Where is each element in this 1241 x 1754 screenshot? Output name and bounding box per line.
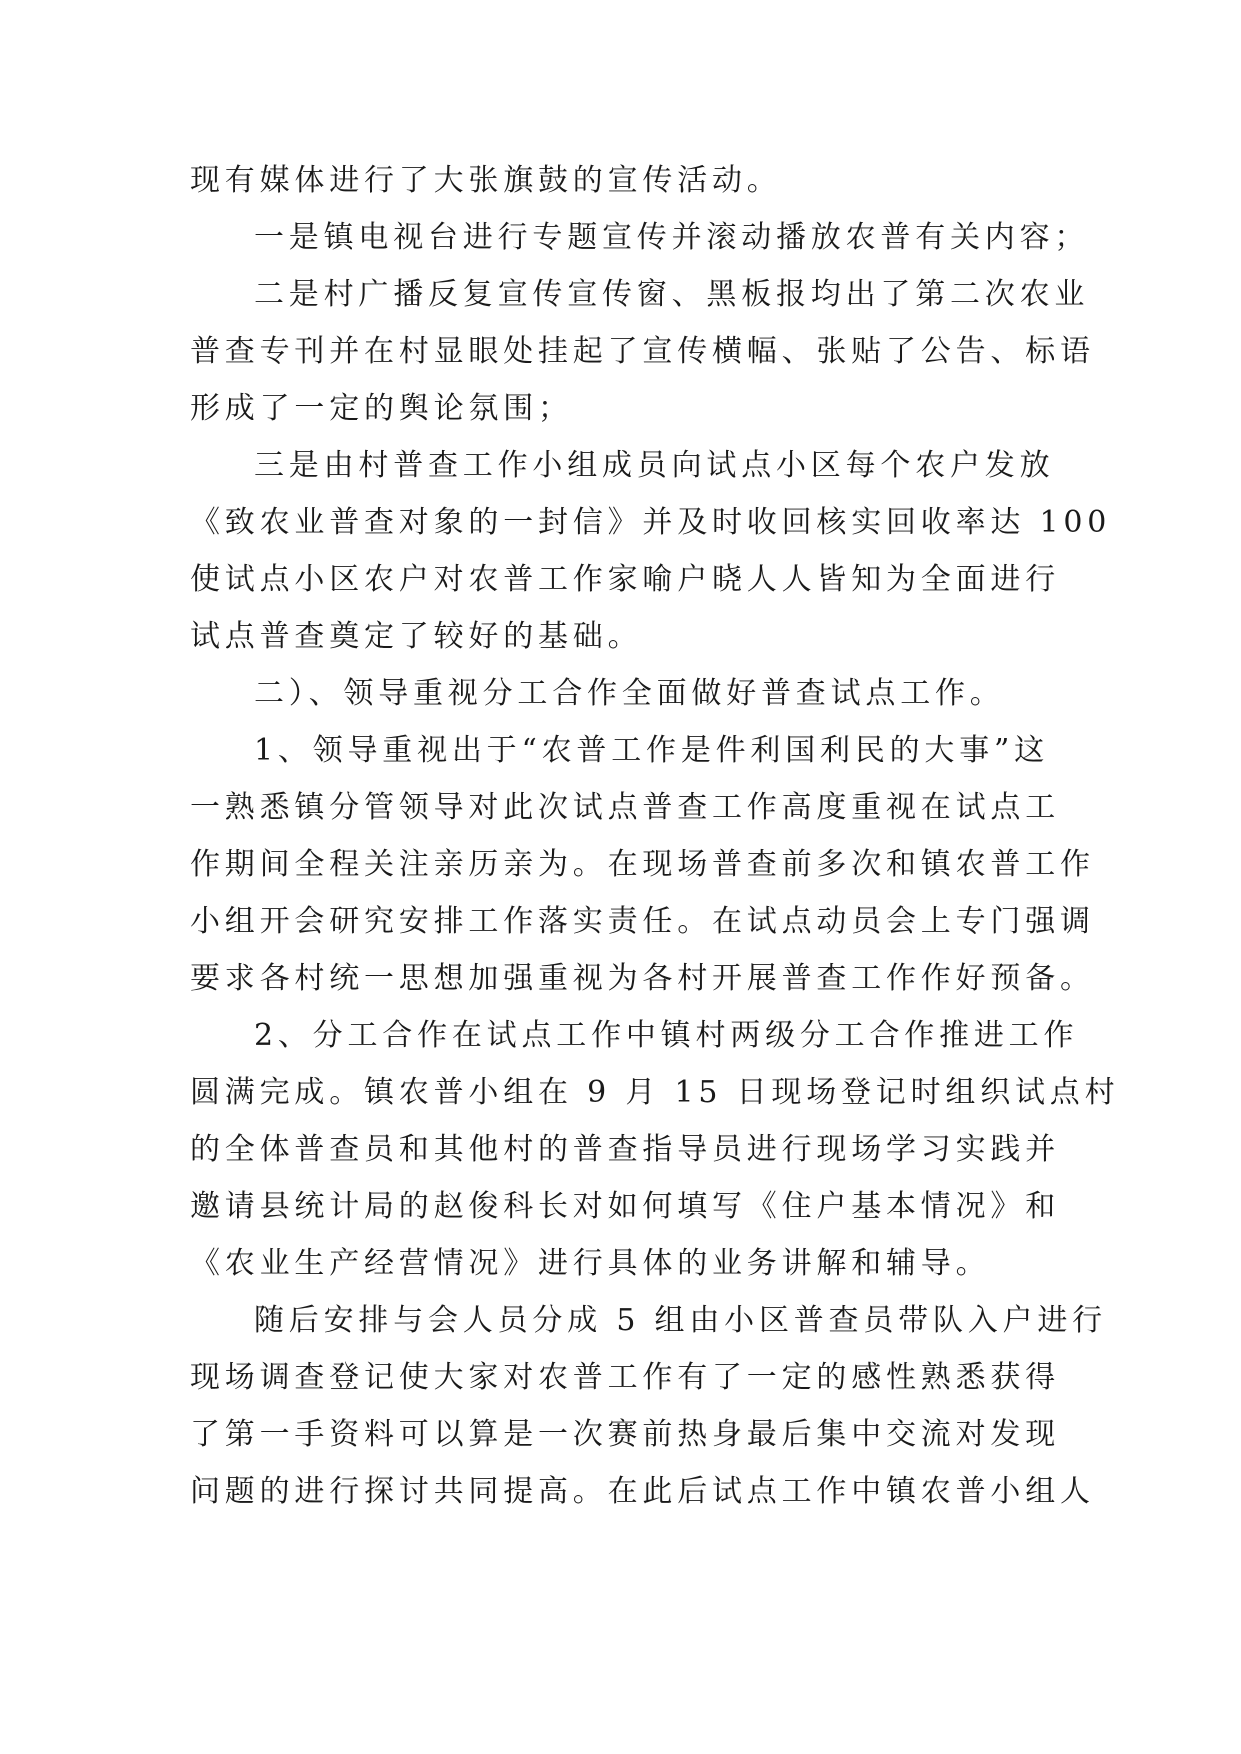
text-line: 形成了一定的舆论氛围； [190,391,573,426]
text-line: 三是由村普查工作小组成员向试点小区每个农户发放 [254,448,1055,483]
text-line: 现场调查登记使大家对农普工作有了一定的感性熟悉获得 [190,1360,1060,1395]
text-line: 了第一手资料可以算是一次赛前热身最后集中交流对发现 [190,1417,1060,1452]
document-body [190,152,1120,1520]
text-line: 的全体普查员和其他村的普查指导员进行现场学习实践并 [190,1132,1060,1167]
text-line: 问题的进行探讨共同提高。在此后试点工作中镇农普小组人 [190,1474,1095,1509]
text-line: 一是镇电视台进行专题宣传并滚动播放农普有关内容； [254,220,1090,255]
text-line: 试点普查奠定了较好的基础。 [190,619,643,654]
text-line: 2、分工合作在试点工作中镇村两级分工合作推进工作 [254,1018,1079,1053]
text-line: 一熟悉镇分管领导对此次试点普查工作高度重视在试点工 [190,790,1060,825]
text-line: 邀请县统计局的赵俊科长对如何填写《住户基本情况》和 [190,1189,1060,1224]
text-line: 1、领导重视出于“农普工作是件利国利民的大事”这 [254,733,1049,768]
text-line: 现有媒体进行了大张旗鼓的宣传活动。 [190,163,782,198]
text-line: 《致农业普查对象的一封信》并及时收回核实回收率达 100 [190,505,1112,540]
text-line: 使试点小区农户对农普工作家喻户晓人人皆知为全面进行 [190,562,1060,597]
text-line: 要求各村统一思想加强重视为各村开展普查工作作好预备。 [190,961,1095,996]
text-line: 作期间全程关注亲历亲为。在现场普查前多次和镇农普工作 [190,847,1095,882]
text-line: 随后安排与会人员分成 5 组由小区普查员带队入户进行 [254,1303,1107,1338]
text-line: 二）、领导重视分工合作全面做好普查试点工作。 [254,676,1005,711]
text-line: 圆满完成。镇农普小组在 9 月 15 日现场登记时组织试点村 [190,1075,1120,1110]
text-line: 《农业生产经营情况》进行具体的业务讲解和辅导。 [190,1246,991,1281]
text-line: 二是村广播反复宣传宣传窗、黑板报均出了第二次农业 [254,277,1090,312]
text-line: 普查专刊并在村显眼处挂起了宣传横幅、张贴了公告、标语 [190,334,1095,369]
text-line: 小组开会研究安排工作落实责任。在试点动员会上专门强调 [190,904,1095,939]
